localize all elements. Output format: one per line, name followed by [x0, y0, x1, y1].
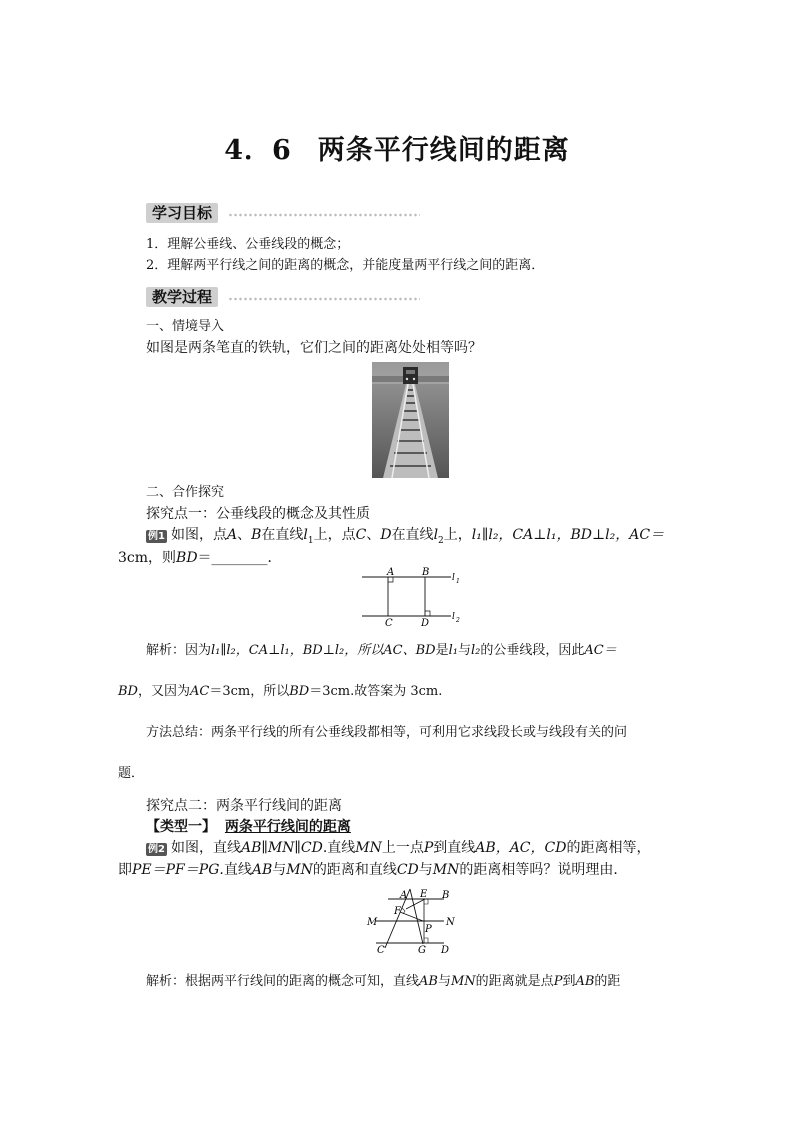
answer-blank: ＝________．: [197, 550, 282, 566]
svg-text:2: 2: [456, 617, 460, 624]
part2-title: 二、合作探究: [146, 485, 225, 500]
label-P: P: [425, 924, 432, 935]
railway-photo: [372, 362, 449, 478]
method-summary-line2: 题．: [118, 766, 145, 781]
objectives-header: [146, 203, 420, 225]
example1-line1: 例1 如图，点A、B在直线$l_1$上，点C、D在直线$l_2$上，l₁∥l₂，CA⊥l₁，BD⊥l₂，AC＝: [148, 527, 665, 546]
label-G: G: [418, 945, 426, 956]
label-N: N: [446, 917, 455, 928]
part1-title: 一、情境导入: [146, 319, 225, 334]
label-E: E: [420, 889, 428, 900]
label-M: M: [367, 917, 378, 928]
label-A: A: [387, 567, 395, 578]
label-C: C: [385, 618, 393, 627]
title-text: 两条平行线间的距离: [317, 135, 570, 166]
label-B: B: [442, 890, 450, 901]
label-C: C: [377, 945, 385, 956]
objective-item-2: 2．理解两平行线之间的距离的概念，并能度量两平行线之间的距离．: [146, 258, 545, 273]
label-D: D: [421, 618, 430, 627]
header-dotted-rule: [228, 212, 420, 218]
railway-photo-image: [372, 362, 449, 478]
point1-title: 探究点一：公垂线段的概念及其性质: [146, 506, 370, 522]
example2-badge: 例2: [148, 844, 165, 855]
solution1-line2: BD，又因为AC＝3cm，所以BD＝3cm.故答案为 3cm.: [118, 684, 443, 699]
type1-title: 两条平行线间的距离: [224, 819, 351, 835]
process-heading: 教学过程: [146, 287, 218, 307]
type1-heading: 【类型一】 两条平行线间的距离: [146, 819, 351, 835]
title-number: 4．6: [224, 135, 292, 166]
objective-item-1: 1．理解公垂线、公垂线段的概念；: [146, 237, 350, 252]
example2-line1: 例2 如图，直线AB∥MN∥CD.直线MN上一点P到直线AB，AC，CD的距离相等，: [148, 840, 651, 856]
label-D: D: [441, 945, 450, 956]
example1-line2: 3cm，则BD＝________．: [118, 550, 282, 566]
solution2-line1: 解析：根据两平行线间的距离的概念可知，直线AB与MN的距离就是点P到AB的距: [146, 974, 621, 989]
label-A: A: [400, 890, 408, 901]
solution1-line1: 解析：因为l₁∥l₂，CA⊥l₁，BD⊥l₂，所以AC、BD是l₁与l₂的公垂线段，因此AC＝: [146, 643, 617, 658]
process-header: [146, 287, 420, 309]
figure-1-parallel-lines: [355, 565, 465, 627]
objectives-heading: 学习目标: [146, 203, 218, 223]
method-summary-line1: 方法总结：两条平行线的所有公垂线段都相等，可利用它求线段长或与线段有关的问: [146, 725, 628, 740]
example2-line2: 即PE＝PF＝PG.直线AB与MN的距离和直线CD与MN的距离相等吗？说明理由．: [118, 862, 628, 878]
label-l1: l: [452, 573, 455, 583]
label-B: B: [422, 567, 430, 578]
page-title: [0, 128, 794, 167]
header-dotted-rule: [228, 296, 420, 302]
example1-badge: 例1: [148, 531, 165, 542]
svg-text:1: 1: [456, 578, 460, 585]
part1-question: 如图是两条笔直的铁轨，它们之间的距离处处相等吗？: [146, 340, 482, 356]
figure-2-parallel-lines: [360, 885, 460, 957]
label-F: F: [394, 906, 401, 917]
label-l2: l: [452, 612, 455, 622]
point2-title: 探究点二：两条平行线间的距离: [146, 798, 342, 814]
